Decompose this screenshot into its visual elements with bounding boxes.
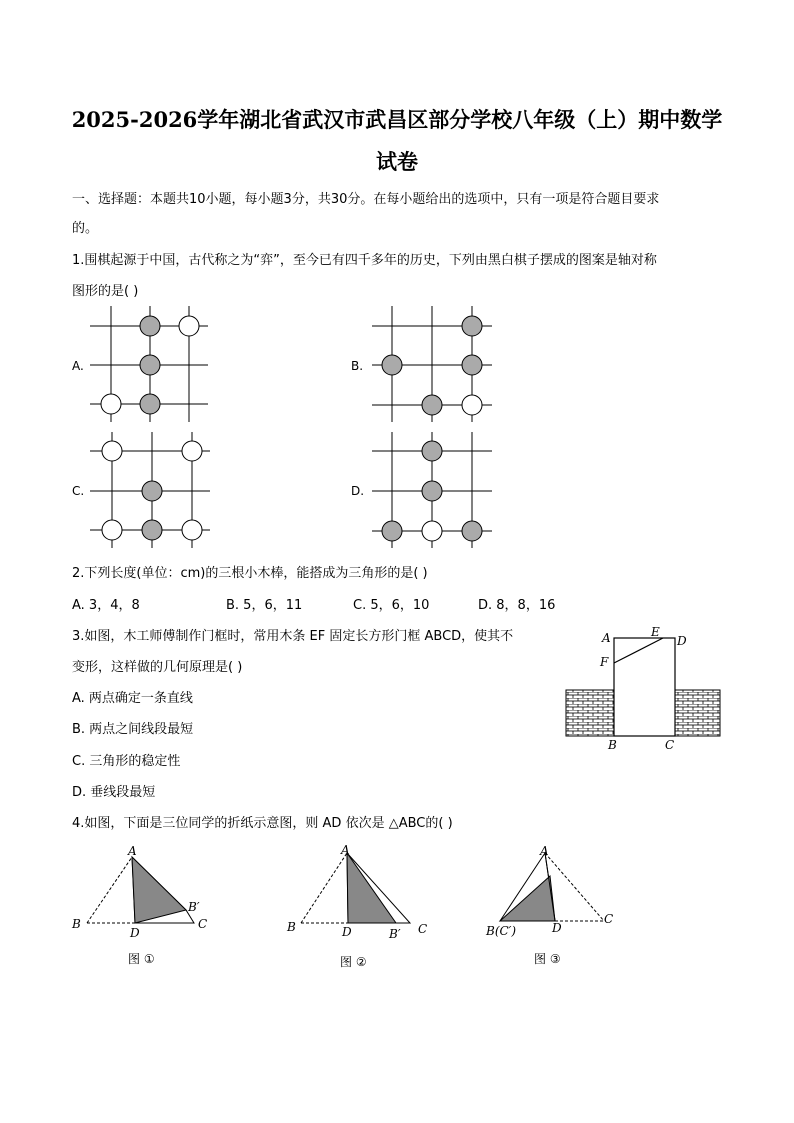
q3-option-a: A. 两点确定一条直线	[72, 691, 193, 706]
svg-text:D: D	[552, 921, 562, 935]
q4-figure-2	[284, 840, 439, 970]
svg-text:B: B	[72, 917, 81, 931]
svg-text:C: C	[198, 917, 208, 931]
gray-stone	[462, 316, 482, 336]
q1-text-line2: 图形的是( )	[72, 284, 139, 299]
svg-text:D: D	[342, 925, 352, 939]
q1-option-c-board	[90, 432, 215, 552]
q2-text: 2.下列长度(单位：cm)的三根小木棒，能搭成为三角形的是( )	[72, 566, 428, 581]
white-stone	[182, 520, 202, 540]
white-stone	[101, 394, 121, 414]
gray-stone	[142, 481, 162, 501]
door-frame-abcd	[614, 638, 675, 736]
q1-option-b-label: B.	[351, 359, 364, 373]
q4-figure-3	[486, 843, 626, 970]
label-f: F	[600, 655, 609, 669]
svg-text:A: A	[341, 843, 350, 857]
q2-option-b: B. 5，6，11	[226, 598, 303, 613]
gray-stone	[382, 521, 402, 541]
q3-option-d: D. 垂线段最短	[72, 785, 156, 800]
q3-text-line1: 3.如图，木工师傅制作门框时，常用木条 EF 固定长方形门框 ABCD，使其不	[72, 629, 514, 644]
svg-text:D: D	[130, 926, 140, 940]
q1-option-c-label: C.	[72, 484, 85, 498]
label-d: D	[677, 634, 687, 648]
exam-title-line2: 试卷	[376, 149, 418, 174]
q3-text-line2: 变形，这样做的几何原理是( )	[72, 660, 243, 675]
caption-fig2: 图 ②	[340, 955, 367, 969]
gray-stone	[422, 481, 442, 501]
gray-stone	[462, 355, 482, 375]
gray-stone	[142, 520, 162, 540]
q2-option-d: D. 8，8，16	[478, 598, 556, 613]
gray-stone	[382, 355, 402, 375]
q1-option-a-board	[90, 306, 215, 426]
left-brick-wall	[566, 690, 614, 736]
caption-fig1: 图 ①	[128, 952, 155, 966]
svg-text:A: A	[128, 844, 137, 858]
section1-instructions-line1: 一、选择题：本题共10小题，每小题3分，共30分。在每小题给出的选项中，只有一项是符合题目要求	[72, 192, 660, 207]
white-stone	[462, 395, 482, 415]
svg-text:B: B	[287, 920, 296, 934]
white-stone	[422, 521, 442, 541]
white-stone	[102, 441, 122, 461]
white-stone	[179, 316, 199, 336]
q4-text: 4.如图，下面是三位同学的折纸示意图，则 AD 依次是 △ABC的( )	[72, 816, 453, 831]
svg-text:B′: B′	[188, 900, 200, 914]
gray-stone	[140, 394, 160, 414]
label-c: C	[665, 738, 675, 752]
q3-option-c: C. 三角形的稳定性	[72, 754, 181, 769]
q3-option-b: B. 两点之间线段最短	[72, 722, 194, 737]
gray-stone	[140, 316, 160, 336]
q1-option-b-board	[372, 306, 497, 426]
svg-text:B′: B′	[389, 927, 401, 941]
gray-stone	[140, 355, 160, 375]
gray-stone	[422, 395, 442, 415]
q2-option-c: C. 5，6，10	[353, 598, 430, 613]
svg-text:C: C	[604, 912, 614, 926]
q1-option-d-label: D.	[351, 484, 365, 498]
q1-option-d-board	[372, 432, 497, 552]
section1-instructions-line2: 的。	[72, 221, 99, 236]
svg-text:B(C′): B(C′)	[486, 924, 517, 938]
label-a: A	[602, 631, 611, 645]
exam-title-line1: 2025-2026学年湖北省武汉市武昌区部分学校八年级（上）期中数学	[71, 107, 723, 132]
q3-door-frame-figure	[566, 626, 722, 756]
label-b: B	[608, 738, 617, 752]
gray-stone	[422, 441, 442, 461]
caption-fig3: 图 ③	[534, 952, 561, 966]
right-brick-wall	[675, 690, 720, 736]
q4-figure-1	[70, 845, 220, 970]
q1-option-a-label: A.	[72, 359, 84, 373]
gray-stone	[462, 521, 482, 541]
svg-text:A: A	[540, 844, 549, 858]
white-stone	[182, 441, 202, 461]
label-e: E	[651, 625, 660, 639]
q1-text-line1: 1.围棋起源于中国，古代称之为“弈”，至今已有四千多年的历史，下列由黑白棋子摆成的图案是轴对称	[72, 253, 657, 268]
white-stone	[102, 520, 122, 540]
svg-text:C: C	[418, 922, 428, 936]
folded-triangle	[347, 853, 396, 923]
q2-option-a: A. 3，4，8	[72, 598, 140, 613]
